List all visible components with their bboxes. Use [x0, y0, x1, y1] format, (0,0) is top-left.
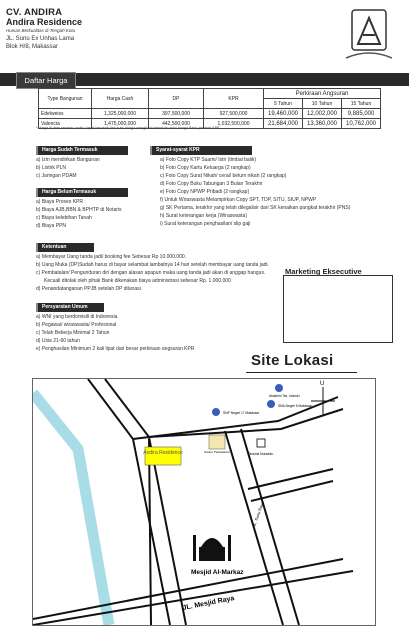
harga-termasuk-list: [36, 156, 100, 180]
site-underline: [246, 372, 357, 373]
col-cash: Harga Cash: [92, 89, 149, 109]
col-10y: 10 Tahun: [303, 99, 342, 109]
col-dp: DP: [149, 89, 204, 109]
company-name: CV. ANDIRA: [6, 7, 63, 18]
list-item: i) Surat keterangan penghasilan/ slip gaji: [160, 221, 251, 227]
mosque-icon: [193, 535, 231, 561]
list-item: a) Biaya Proses KPR: [36, 199, 83, 205]
cell-cash: 1,475,000,000: [92, 119, 149, 129]
cell-15y: 9,885,000: [342, 109, 381, 119]
list-item: h) Surat keterangan kerja (Wiraswasta): [160, 213, 247, 219]
syarat-kpr-list: [160, 156, 350, 228]
list-item: a) WNI yang berdomisili di Indonesia: [36, 314, 118, 320]
company-subname: Andira Residence: [6, 17, 83, 27]
list-item: e) Penghasilan Minimum 2 kali lipat dari besar perkiraan angsuran KPR: [36, 346, 195, 352]
col-kpr: KPR: [204, 89, 264, 109]
map-label-mosque: Mesjid Al-Markaz: [191, 569, 244, 576]
persyaratan-list: [36, 313, 194, 353]
cell-cash: 1,325,000,000: [92, 109, 149, 119]
price-note: * Harga di atas sewaktu-waktu dapat berubah dan suku bunga mengikuti ketentuan suku bunga Bank pemberi KPR: [36, 126, 220, 130]
list-item: f) Untuk Wiraswasta Melampirkan Copy SPT, TDP, SITU, SIUP, NPWP: [160, 197, 317, 203]
harga-termasuk-title: Harga Sudah Termasuk: [42, 147, 98, 153]
cell-10y: 13,360,000: [303, 119, 342, 129]
cell-dp: 397,500,000: [149, 109, 204, 119]
ketentuan-header: [36, 243, 94, 252]
syarat-kpr-title: Syarat-syarat KPR: [156, 147, 200, 153]
price-section-title: Daftar Harga: [16, 72, 76, 89]
address-line-2: Blok H/8, Makassar: [6, 44, 59, 50]
map-label-sma5: SMA Negeri 5 Makassar: [278, 404, 313, 408]
map-label-smp17: SMP Negeri 17 Makassar: [223, 411, 260, 415]
col-installment: Perkiraan Angsuran: [264, 89, 381, 99]
map-label-kantor: Kantor Perlawanter: [204, 450, 230, 454]
map-label-road: JL. Mesjid Raya: [182, 595, 235, 612]
list-item: e) Foto Copy NPWP Pribadi (2 rangkap): [160, 189, 250, 195]
list-item: a) Izin mendirikan Bangunan: [36, 157, 100, 163]
col-15y: 15 Tahun: [342, 99, 381, 109]
harga-termasuk-header: [36, 146, 128, 155]
col-5y: 5 Tahun: [264, 99, 303, 109]
harga-belum-title: Harga BelumTermasuk: [42, 189, 97, 195]
price-table: [38, 88, 381, 129]
harga-belum-list: [36, 198, 122, 230]
list-item: c) Pembatalan/ Pengunduran diri dengan alasan apapun maka uang tanda jadi akan di anggap hangus.: [36, 270, 266, 276]
list-item: d) Usia 21-60 tahun: [36, 338, 80, 344]
map-label-akademi: Akademi Tek. Industri: [269, 394, 300, 398]
list-item: Kecuali ditolak oleh pihak Bank dikenakan biaya administrasi sebesar Rp. 1.000.000: [44, 278, 231, 284]
list-item: b) Foto Copy Kartu Keluarga (2 rangkap): [160, 165, 251, 171]
list-item: c) Biaya kelebihan Tanah: [36, 215, 92, 221]
list-item: d) Penandatanganan PPJB setelah DP dilunasi.: [36, 286, 143, 292]
col-type: Type Bangunan: [39, 89, 92, 109]
cell-type: Valencia: [39, 119, 92, 129]
cell-5y: 21,684,000: [264, 119, 303, 129]
map-label-tower: Tinamia Muradiku: [248, 452, 274, 456]
cell-dp: 442,500,000: [149, 119, 204, 129]
list-item: b) Uang Muka (DP)Sudah harus di bayar selambat lambatnya 14 hari setelah membayar uang tanda jadi.: [36, 262, 269, 268]
syarat-kpr-header: [150, 146, 252, 155]
map-label-andira: Andira Residence: [143, 450, 183, 456]
marketing-title: Marketing Eksecutive: [285, 267, 362, 276]
marketing-box: [283, 275, 393, 343]
list-item: a) Foto Copy KTP Suami/ Istri (timbal balik): [160, 157, 257, 163]
cell-5y: 19,460,000: [264, 109, 303, 119]
table-row: [39, 109, 381, 119]
list-item: b) Listrik PLN: [36, 165, 67, 171]
company-logo: [338, 8, 400, 66]
persyaratan-title: Persyaratan Umum: [42, 304, 88, 310]
site-map: [32, 378, 376, 626]
price-section-bar: [0, 73, 409, 86]
list-item: b) Pegawai/ wiraswasta/ Profesional: [36, 322, 117, 328]
persyaratan-header: [36, 303, 104, 312]
site-title: Site Lokasi: [251, 352, 334, 369]
company-address: [6, 35, 74, 51]
cell-kpr: 927,500,000: [204, 109, 264, 119]
list-item: c) Telah Bekerja Minimal 2 Tahun: [36, 330, 110, 336]
cell-kpr: 1,032,500,000: [204, 119, 264, 129]
ketentuan-title: Ketentuan: [42, 244, 67, 250]
north-label: U: [320, 381, 325, 387]
list-item: d) Foto Copy Buku Tabungan 3 Bulan Terakhir: [160, 181, 263, 187]
list-item: c) Jaringan PDAM: [36, 173, 77, 179]
map-label-sunu: JL. Sunu Raya: [251, 500, 265, 528]
cell-type: Edelweiss: [39, 109, 92, 119]
list-item: c) Foto Copy Surat Nikah/ cerai/ belum nikah (2 rangkap): [160, 173, 287, 179]
harga-belum-header: [36, 188, 128, 197]
list-item: g) SK Pertama, terakhir yang telah dilegalisir dari SK kenaikan pangkat terakhir (PNS): [160, 205, 351, 211]
ketentuan-list: [36, 253, 269, 293]
list-item: b) Biaya AJB,BBN & BPHTP di Notaris: [36, 207, 122, 213]
list-item: a) Membayar Uang tanda jadi/ booking fee Sebesar Rp 10.000.000.: [36, 254, 187, 260]
site-map-drawing: [33, 379, 375, 625]
company-tagline: Hunian Berkualitas di Tengah Kota: [6, 28, 76, 33]
list-item: d) Biaya PPN: [36, 223, 67, 229]
cell-10y: 12,002,000: [303, 109, 342, 119]
cell-15y: 10,762,000: [342, 119, 381, 129]
address-line-1: JL. Sunu Ex Unhas Lama: [6, 36, 75, 42]
